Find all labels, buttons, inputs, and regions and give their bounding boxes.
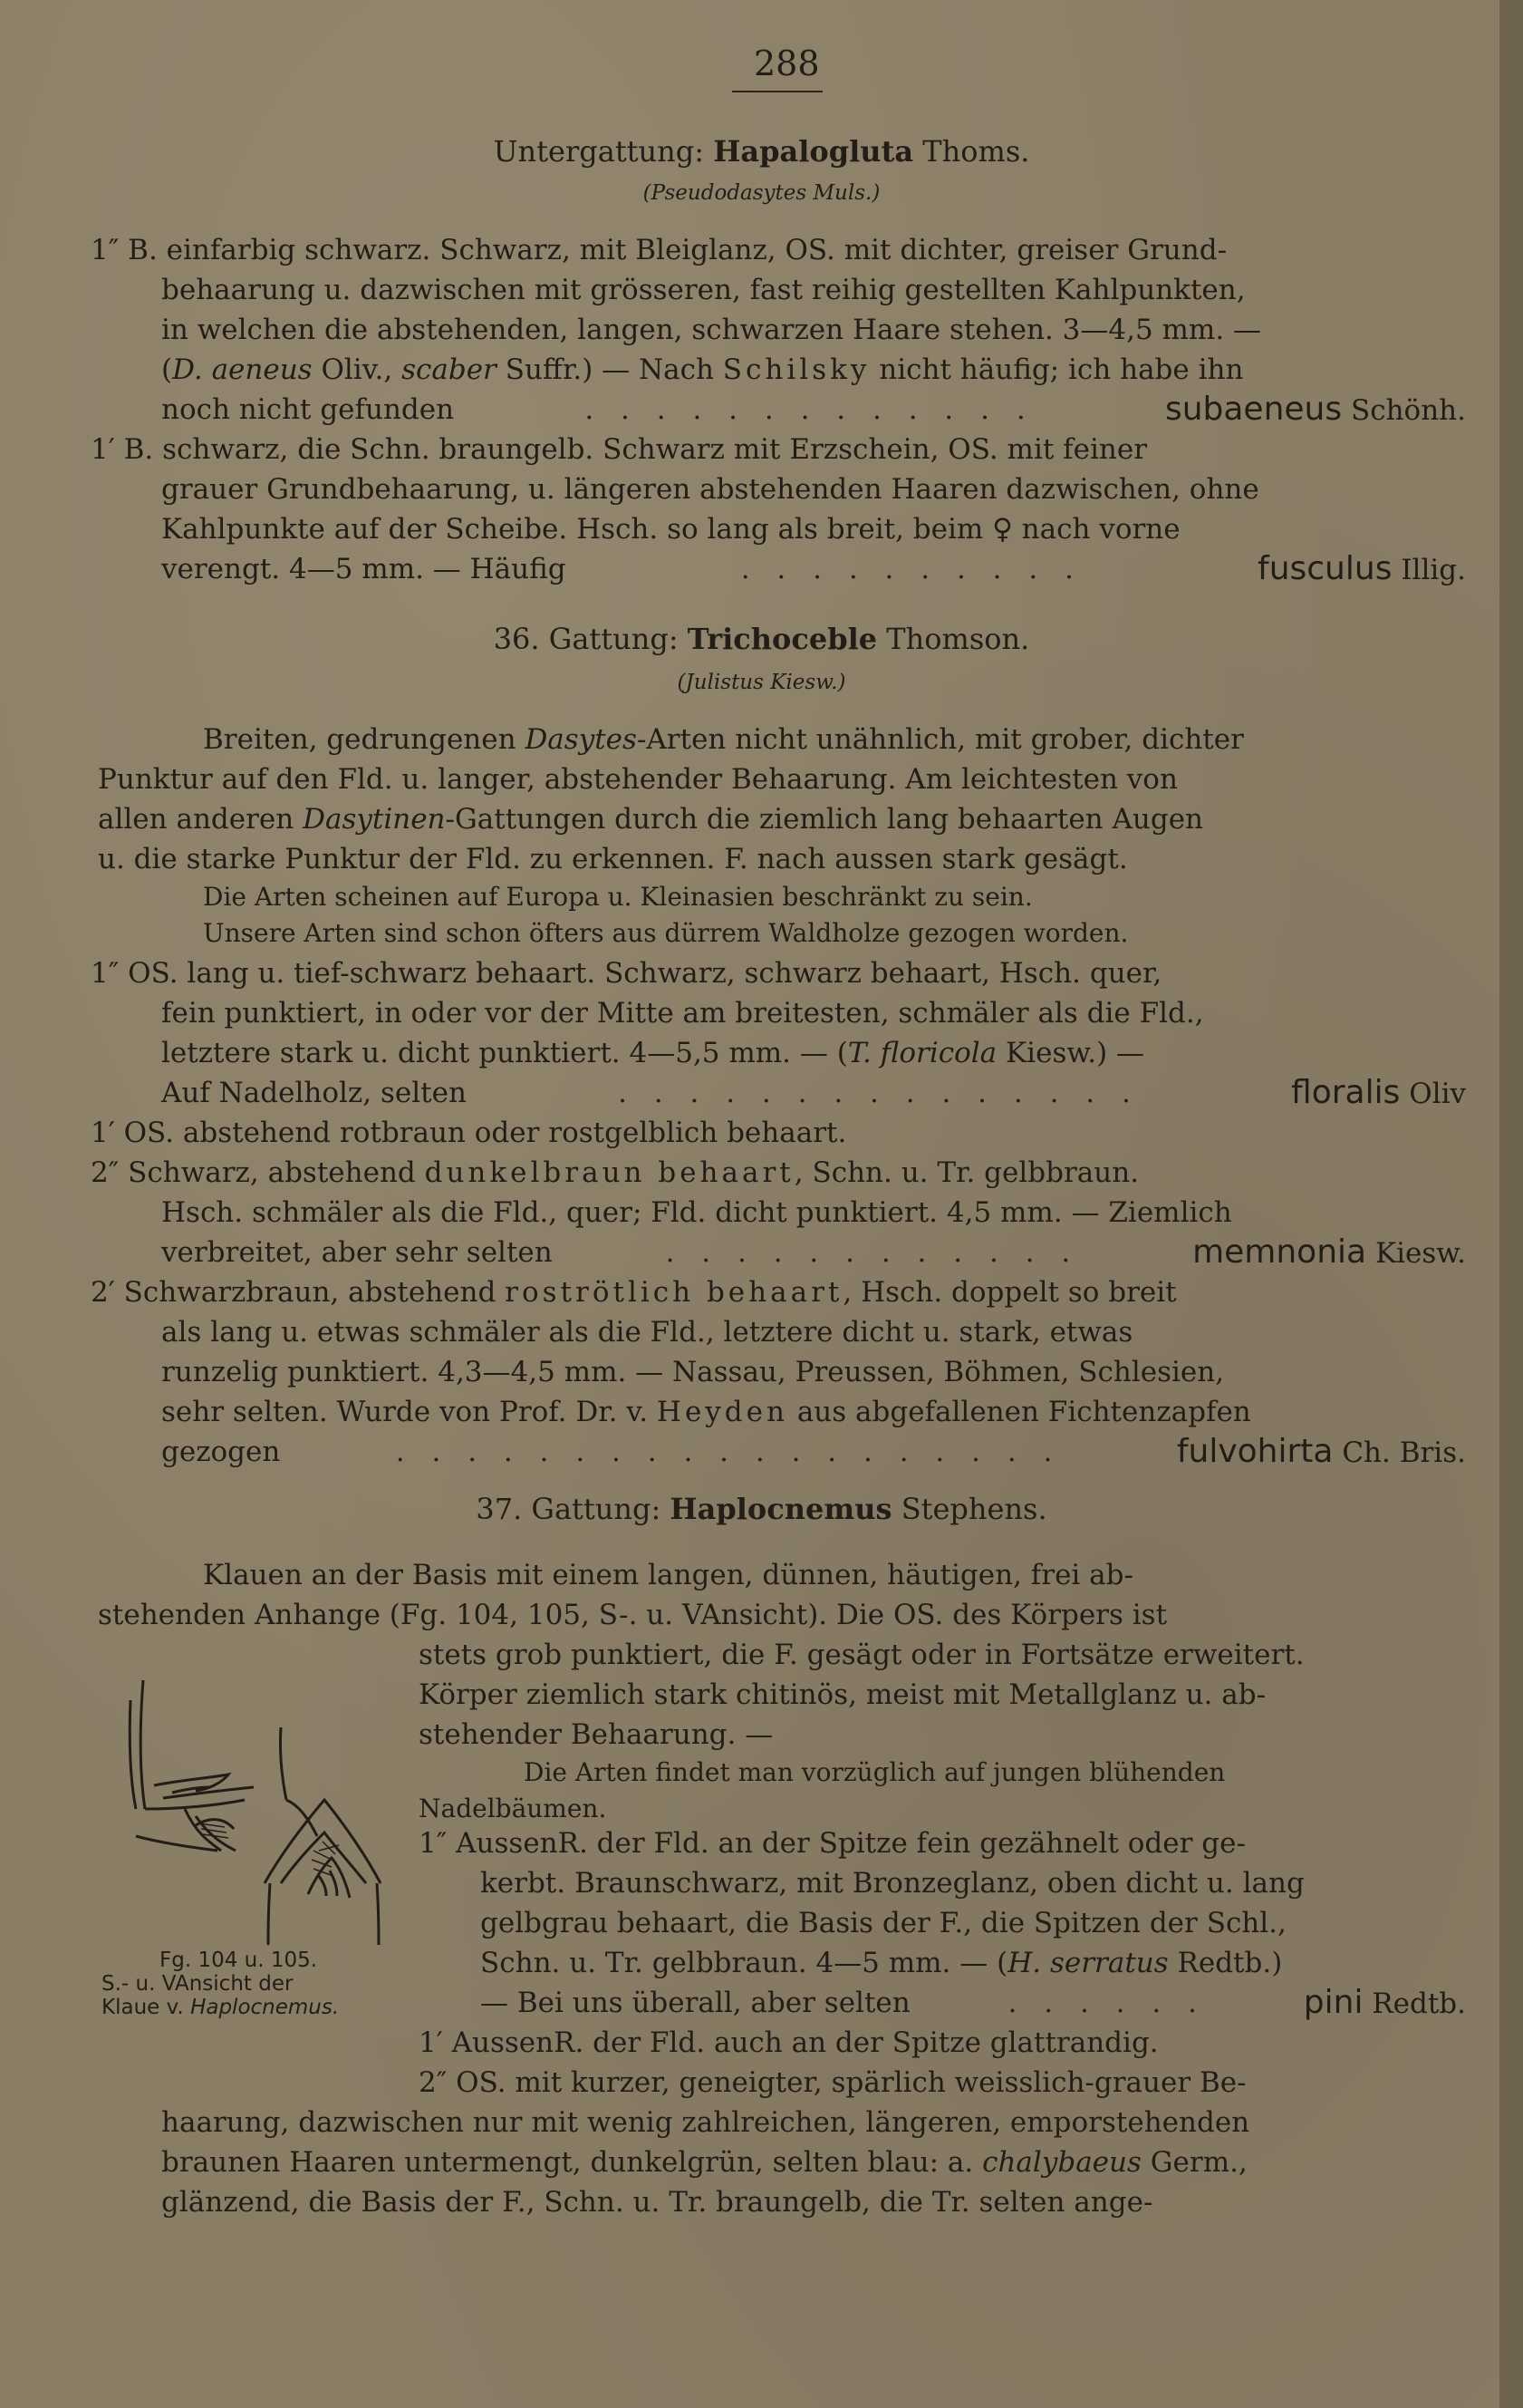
species-name: T. floricola (847, 1037, 998, 1069)
key36-line-10: als lang u. etwas schmäler als die Fld., letztere dicht u. stark, etwas (161, 1316, 1133, 1349)
species-name: pini (1303, 1984, 1364, 2021)
author-name: Ch. Bris. (1342, 1436, 1466, 1469)
text: verbreitet, aber sehr selten (161, 1236, 553, 1269)
text: Auf Nadelholz, selten (161, 1077, 467, 1109)
text: ( (161, 353, 173, 386)
genus-37-name: Haplocnemus (670, 1492, 892, 1526)
key36-line-1: 1″ OS. lang u. tief-schwarz behaart. Schwarz, schwarz behaart, Hsch. quer, (91, 957, 1162, 990)
key36-line-8 (161, 1234, 1466, 1272)
author-name: Heyden (656, 1396, 788, 1428)
text: Suffr.) — Nach (496, 353, 723, 386)
text: nicht häufig; ich habe ihn (870, 353, 1244, 386)
leader-dots: . . . . . . . . . . . . . (584, 393, 1035, 426)
key1-line-4 (161, 352, 1243, 388)
author-name: Kiesw. (1374, 1237, 1466, 1270)
key1-line-1: 1″ B. einfarbig schwarz. Schwarz, mit Bleiglanz, OS. mit dichter, greiser Grund- (91, 234, 1228, 266)
text: — Bei uns überall, aber selten (480, 1987, 911, 2019)
text: letztere stark u. dicht punktiert. 4—5,5 mm. — ( (161, 1037, 848, 1069)
key1-line-9 (161, 551, 1466, 588)
key36-line-3 (161, 1035, 1144, 1071)
key1-line-2: behaarung u. dazwischen mit grösseren, fast reihig gestellten Kahlpunkten, (161, 274, 1246, 306)
key1-line-3: in welchen die abstehenden, langen, schwarzen Haare stehen. 3—4,5 mm. — (161, 314, 1262, 346)
subgenus-synonym: (Pseudodasytes Muls.) (642, 181, 881, 205)
spaced-text: dunkelbraun behaart (424, 1156, 795, 1189)
key36-line-6 (91, 1155, 1139, 1191)
leader-dots: . . . . . . . . . . . . (665, 1236, 1080, 1269)
key36-line-7: Hsch. schmäler als die Fld., quer; Fld. dicht punktiert. 4,5 mm. — Ziemlich (161, 1196, 1232, 1229)
key1-line-5 (161, 392, 1466, 429)
text: , Hsch. doppelt so breit (843, 1276, 1177, 1309)
key36-line-12 (161, 1394, 1251, 1430)
text: Breiten, gedrungenen (203, 723, 525, 756)
species-name: fulvohirta (1176, 1433, 1334, 1470)
intro37-line-2: stehenden Anhange (Fg. 104, 105, S-. u. VAnsicht). Die OS. des Körpers ist (98, 1599, 1168, 1631)
figure-caption-line-1: Fg. 104 u. 105. (159, 1949, 318, 1972)
species-name: subaeneus (1164, 391, 1343, 428)
key37-line-4 (480, 1945, 1282, 1981)
text: -Gattungen durch die ziemlich lang behaarten Augen (445, 803, 1204, 836)
genus-37-author: Stephens. (901, 1492, 1047, 1526)
species-name: floralis (1291, 1074, 1401, 1111)
text: 2′ Schwarzbraun, abstehend (91, 1276, 506, 1309)
key36-line-11: runzelig punktiert. 4,3—4,5 mm. — Nassau, Preussen, Böhmen, Schlesien, (161, 1356, 1225, 1388)
genus-36-name: Trichoceble (687, 622, 878, 656)
intro37-line-5: stehender Behaarung. — (419, 1718, 774, 1751)
author-name: Illig. (1401, 554, 1466, 586)
key37-line-7: 2″ OS. mit kurzer, geneigter, spärlich weisslich-grauer Be- (419, 2066, 1247, 2099)
species-name: chalybaeus (982, 2146, 1142, 2179)
key36-line-4 (161, 1075, 1466, 1112)
intro36-line-3 (98, 801, 1203, 837)
intro37-line-7: Nadelbäumen. (419, 1794, 607, 1823)
intro36-line-5: Die Arten scheinen auf Europa u. Kleinasien beschränkt zu sein. (203, 882, 1033, 912)
subgenus-heading (0, 134, 1523, 169)
intro37-line-4: Körper ziemlich stark chitinös, meist mit Metallglanz u. ab- (419, 1678, 1267, 1711)
key37-line-3: gelbgrau behaart, die Basis der F., die Spitzen der Schl., (480, 1907, 1287, 1939)
intro36-line-6: Unsere Arten sind schon öfters aus dürrem Waldholze gezogen worden. (203, 918, 1129, 948)
key36-line-13 (161, 1434, 1466, 1471)
key37-line-8: haarung, dazwischen nur mit wenig zahlreichen, längeren, emporstehenden (161, 2106, 1250, 2139)
genus-name: Haplocnemus. (190, 1996, 340, 2019)
species-name: scaber (401, 353, 496, 386)
key1-line-6: 1′ B. schwarz, die Schn. braungelb. Schwarz mit Erzschein, OS. mit feiner (91, 433, 1148, 466)
subgenus-prefix: Untergattung: (493, 134, 705, 169)
leader-dots: . . . . . . . . . . . . . . . . . . . (395, 1436, 1062, 1468)
text: braunen Haaren untermengt, dunkelgrün, selten blau: a. (161, 2146, 983, 2179)
key36-line-5: 1′ OS. abstehend rotbraun oder rostgelblich behaart. (91, 1117, 847, 1149)
page-number-rule (732, 91, 823, 92)
intro37-line-3: stets grob punktiert, die F. gesägt oder in Fortsätze erweitert. (419, 1639, 1305, 1671)
genus-37-prefix: 37. Gattung: (476, 1492, 661, 1526)
genus-36-synonym: (Julistus Kiesw.) (677, 671, 846, 694)
key37-line-9 (161, 2144, 1248, 2181)
leader-dots: . . . . . . . . . . . . . . . (618, 1077, 1140, 1109)
figure-caption-line-2: S.- u. VAnsicht der (101, 1972, 294, 1996)
intro36-line-4: u. die starke Punktur der Fld. zu erkennen. F. nach aussen stark gesägt. (98, 843, 1128, 875)
text: Schn. u. Tr. gelbbraun. 4—5 mm. — ( (480, 1947, 1008, 1979)
species-name: D. aeneus (172, 353, 313, 386)
text: Kiesw.) — (997, 1037, 1145, 1069)
text: Germ., (1141, 2146, 1248, 2179)
genus-name: Dasytes (525, 723, 637, 756)
page-number: 288 (754, 44, 820, 83)
genus-name: Dasytinen (303, 803, 446, 836)
key36-line-9 (91, 1274, 1177, 1310)
author-name: Schönh. (1350, 394, 1466, 427)
genus-37-heading (0, 1492, 1523, 1526)
author-name: Redtb. (1372, 1987, 1466, 2020)
key36-line-2: fein punktiert, in oder vor der Mitte am breitesten, schmäler als die Fld., (161, 997, 1204, 1030)
text: , Schn. u. Tr. gelbbraun. (794, 1156, 1140, 1189)
page-edge (1499, 0, 1523, 2408)
intro37-line-1: Klauen an der Basis mit einem langen, dünnen, häutigen, frei ab- (203, 1559, 1133, 1591)
text: verengt. 4—5 mm. — Häufig (161, 553, 566, 585)
text: Klaue v. (101, 1996, 191, 2019)
intro36-line-1 (203, 721, 1244, 758)
text: allen anderen (98, 803, 304, 836)
key37-line-10: glänzend, die Basis der F., Schn. u. Tr. braungelb, die Tr. selten ange- (161, 2186, 1153, 2219)
text: aus abgefallenen Fichtenzapfen (787, 1396, 1251, 1428)
spaced-text: roströtlich behaart (505, 1276, 843, 1309)
genus-36-author: Thomson. (886, 622, 1030, 656)
key37-line-1: 1″ AussenR. der Fld. an der Spitze fein gezähnelt oder ge- (419, 1827, 1246, 1860)
subgenus-name: Hapalogluta (713, 134, 914, 169)
key1-line-7: grauer Grundbehaarung, u. längeren abstehenden Haaren dazwischen, ohne (161, 473, 1259, 506)
subgenus-author: Thoms. (922, 134, 1030, 169)
key37-line-2: kerbt. Braunschwarz, mit Bronzeglanz, oben dicht u. lang (480, 1867, 1305, 1900)
leader-dots: . . . . . . (1007, 1987, 1206, 2019)
text: Redtb.) (1168, 1947, 1283, 1979)
leader-dots: . . . . . . . . . . (740, 553, 1083, 585)
figure-caption-line-3 (101, 1996, 339, 2019)
author-name: Schilsky (722, 353, 871, 386)
species-name: memnonia (1192, 1233, 1367, 1271)
text: Oliv., (312, 353, 402, 386)
intro37-line-6: Die Arten findet man vorzüglich auf jungen blühenden (524, 1757, 1226, 1787)
genus-36-prefix: 36. Gattung: (493, 622, 679, 656)
key37-line-5 (480, 1985, 1466, 2022)
text: -Arten nicht unähnlich, mit grober, dichter (636, 723, 1244, 756)
text: gezogen (161, 1436, 281, 1468)
text: noch nicht gefunden (161, 393, 455, 426)
author-name: Oliv (1409, 1078, 1466, 1110)
genus-36-heading (0, 622, 1523, 656)
species-name: fusculus (1258, 550, 1393, 587)
intro36-line-2: Punktur auf den Fld. u. langer, abstehender Behaarung. Am leichtesten von (98, 763, 1178, 796)
claw-figure-illustration (109, 1673, 399, 1945)
key1-line-8: Kahlpunkte auf der Scheibe. Hsch. so lang als breit, beim ♀ nach vorne (161, 513, 1181, 546)
key37-line-6: 1′ AussenR. der Fld. auch an der Spitze glattrandig. (419, 2026, 1159, 2059)
text: sehr selten. Wurde von Prof. Dr. v. (161, 1396, 657, 1428)
text: 2″ Schwarz, abstehend (91, 1156, 425, 1189)
species-name: H. serratus (1007, 1947, 1169, 1979)
